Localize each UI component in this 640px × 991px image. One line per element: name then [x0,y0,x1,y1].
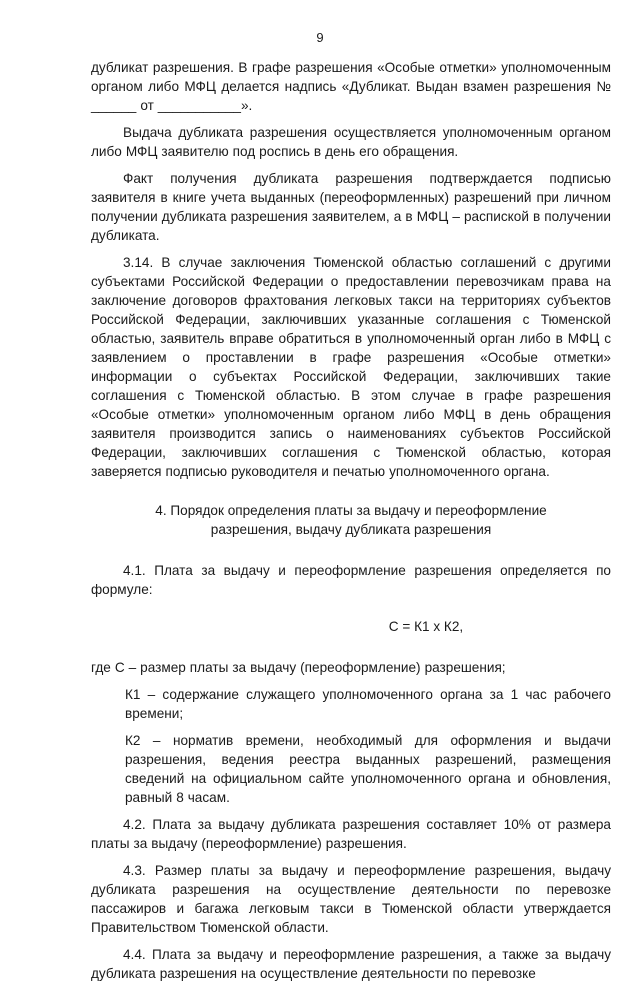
paragraph-4-1: 4.1. Плата за выдачу и переоформление разрешения определяется по формуле: [91,563,611,597]
section-heading-line2: разрешения, выдачу дубликата разрешения [210,522,492,537]
page-number: 9 [316,30,324,45]
paragraph-duplicate-receipt: Факт получения дубликата разрешения подтверждается подписью заявителя в книге учета выданных (переоформленных) разрешений при личном получении дубликата разрешения заявителем, а в МФЦ – распиской в получении дубликата. [91,171,611,243]
section-heading-line1: 4. Порядок определения платы за выдачу и переоформление [155,503,547,518]
paragraph-4-2: 4.2. Плата за выдачу дубликата разрешения составляет 10% от размера платы за выдачу (переоформление) разрешения. [91,817,611,851]
paragraph-duplicate-mark: дубликат разрешения. В графе разрешения «Особые отметки» уполномоченным органом либо МФЦ делается надпись «Дубликат. Выдан взамен разрешения № ______ от ___________». [91,60,611,113]
k1-definition: К1 – содержание служащего уполномоченного органа за 1 час рабочего времени; [125,687,611,721]
fee-formula: С = К1 х К2, [388,619,464,634]
k2-definition: К2 – норматив времени, необходимый для оформления и выдачи разрешения, ведения реестра выданных разрешений, размещения сведений на официальном сайте уполномоченного органа и обновления, равный 8 часам. [125,733,611,805]
formula-where-line: где С – размер платы за выдачу (переоформление) разрешения; [91,660,506,675]
document-body [91,58,611,991]
paragraph-duplicate-issue: Выдача дубликата разрешения осуществляется уполномоченным органом либо МФЦ заявителю под роспись в день его обращения. [91,125,611,159]
paragraph-4-3: 4.3. Размер платы за выдачу и переоформление разрешения, выдачу дубликата разрешения на осуществление деятельности по перевозке пассажиров и багажа легковым такси в Тюменской области утверждается Правительством Тюменской области. [91,863,611,935]
paragraph-4-4: 4.4. Плата за выдачу и переоформление разрешения, а также за выдачу дубликата разрешения на осуществление деятельности по перевозке [91,947,611,981]
section-heading [91,501,611,539]
paragraph-3-14: 3.14. В случае заключения Тюменской областью соглашений с другими субъектами Российской Федерации о предоставлении перевозчикам права на заключение договоров фрахтования легковых такси на территориях субъектов Российской Федерации, заключивших указанные соглашения с Тюменской областью, заявитель вправе обратиться в уполномоченный орган либо в МФЦ с заявлением о проставлении в графе разрешения «Особые отметки» информации о субъектах Российской Федерации, заключивших такие соглашения с Тюменской областью. В этом случае в графе разрешения «Особые отметки» уполномоченным органом либо МФЦ в день обращения заявителя производится запись о наименованиях субъектов Российской Федерации, заключивших соглашения с Тюменской областью, которая заверяется подписью руководителя и печатью уполномоченного органа. [91,255,611,479]
